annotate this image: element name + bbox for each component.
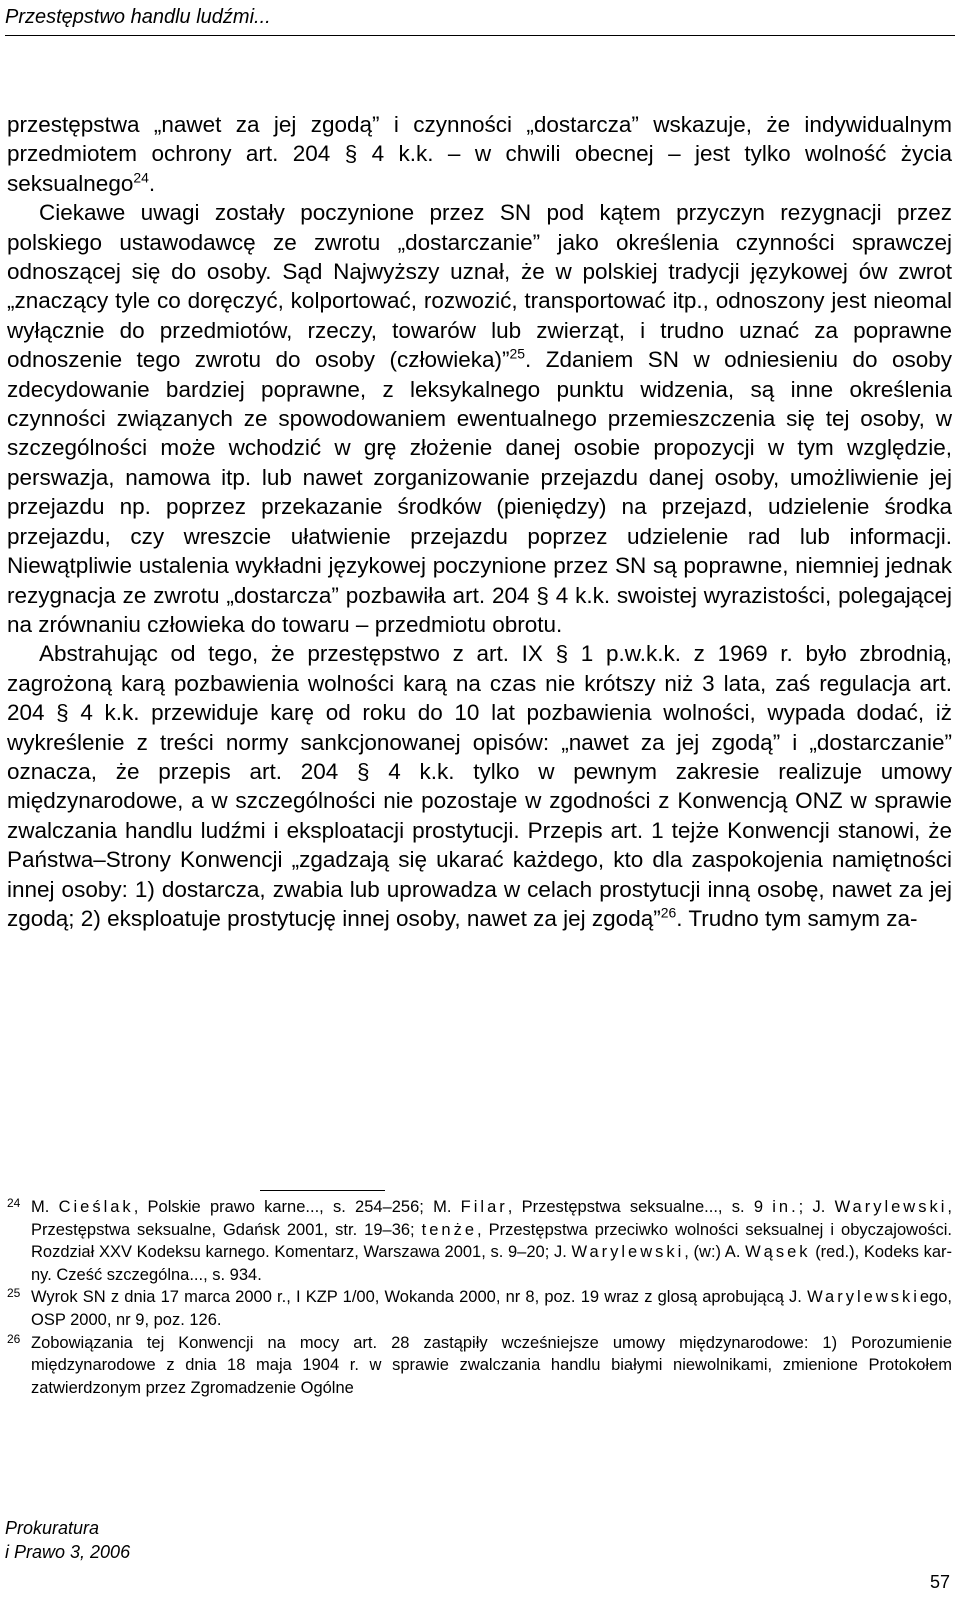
paragraph-3-text-end: . Trudno tym samym za- — [676, 905, 918, 931]
footnote-ref-25[interactable]: 25 — [509, 345, 526, 362]
paragraph-3 — [7, 639, 952, 933]
footnote-number: 26 — [7, 1331, 21, 1346]
footnote-number: 25 — [7, 1286, 21, 1301]
header-rule — [5, 35, 955, 36]
paragraph-1-text: przestępstwa „nawet za jej zgodą” i czynności „dostarcza” wskazuje, że indywidualnym przedmiotem ochrony art. 204 § 4 k.k. – w chwili obecnej – jest tylko wolność życia seksualnego — [7, 112, 952, 196]
footnote-ref-24[interactable]: 24 — [133, 169, 149, 186]
footnote-text: , Polskie prawo karne..., s. 254–256; M. — [133, 1198, 461, 1216]
footnote-text: (red.), Kodeks karny. Cześć szczególna..., s. 934. — [31, 1243, 952, 1284]
footnote-author: Warylewski — [571, 1243, 685, 1262]
footnote-author: Warylewski — [834, 1198, 948, 1216]
footnote-text: , Przestępstwa przeciwko wolności seksualnej i obyczajowości. Rozdział XXV Kodeksu karnego. Komentarz, Warszawa 2001, s. 9–20; J. — [31, 1220, 952, 1262]
footnote-text: Wyrok SN z dnia 17 marca 2000 r., I KZP 1/00, Wokanda 2000, nr 8, poz. 19 wraz z glosą aprobującą J. — [31, 1288, 808, 1307]
footnote-text: , Przestępstwa seksualne, Gdańsk 2001, str. 19–36; — [31, 1198, 952, 1239]
footnote-author: Filar — [460, 1198, 508, 1216]
footnote-text: ; J. — [798, 1198, 835, 1216]
footnote-text: ego, OSP 2000, nr 9, poz. 126. — [31, 1288, 952, 1329]
journal-name — [5, 1516, 130, 1564]
paragraph-1-text-end: . — [148, 170, 156, 196]
footnote-author: Warylewski — [807, 1288, 920, 1307]
footnote-text: , Przestępstwa seksualne..., s. 9 — [507, 1198, 773, 1216]
paragraph-2-text-end: . Zdaniem SN w odniesieniu do osoby zdecydowanie bardziej poprawne, z leksykalnego punktu widzenia, są inne określenia czynności związanych ze spowodowaniem ewentualnego przemieszczenia się tej osoby, w szczególności może wchodzić w grę złożenie danej osobie propozycji w tym względzie, perswazja, namowa itp. lub nawet zorganizowanie przejazdu danej osoby, umożliwienie jej przejazdu np. poprzez przekazanie środków (pieniędzy) na przejazd, udzielenie środka przejazdu, czy wreszcie ułatwienie przejazdu poprzez udzielenie rad lub informacji. Niewątpliwie ustalenia wykładni językowej poczynione przez SN są poprawne, niemniej jednak rezygnacja ze zwrotu „dostarcza” pozbawiła art. 204 § 4 k.k. swoistej wyrazistości, polegającej na zrównaniu człowieka do towaru – przedmiotu obrotu. — [7, 347, 952, 637]
footnote-text: M. — [31, 1198, 59, 1216]
main-text — [7, 110, 952, 933]
journal-title: Prokuratura — [5, 1518, 100, 1538]
paragraph-2-text: Ciekawe uwagi zostały poczynione przez SN pod kątem przyczyn rezygnacji przez polskiego ustawodawcę ze zwrotu „dostarczanie” jako określenia czynności sprawczej odnoszącej się do osoby. Sąd Najwyższy uznał, że w polskiej tradycji językowej ów zwrot „znaczący tyle co doręczyć, kolportować, rozwozić, transportować itp., odnoszony jest nieomal wyłącznie do przedmiotów, rzeczy, towarów lub zwierząt, i trudno uznać za poprawne odnoszenie tego zwrotu do osoby (człowieka)” — [7, 200, 952, 373]
footnote-author: Wąsek — [745, 1243, 811, 1262]
footnotes — [7, 1196, 952, 1399]
paragraph-1 — [7, 110, 952, 198]
page-number: 57 — [929, 1572, 950, 1592]
footnote-text: Zobowiązania tej Konwencji na mocy art. 28 zastąpiły wcześniejsze umowy międzynarodowe: 1) Porozumienie międzynarodowe z dnia 18 maja 1904 r. w sprawie zwalczania handlu białymi niewolnikami, zmienione Protokołem zatwierdzonym przez Zgromadzenie Ogólne — [31, 1333, 952, 1397]
footnote-25 — [7, 1286, 952, 1331]
footnote-24 — [7, 1196, 952, 1286]
journal-issue: i Prawo 3, 2006 — [5, 1542, 131, 1562]
footnote-ref-26[interactable]: 26 — [660, 904, 677, 921]
running-title: Przestępstwo handlu ludźmi... — [5, 6, 271, 28]
footnote-number: 24 — [7, 1196, 21, 1210]
footnote-rule — [260, 1190, 385, 1191]
paragraph-3-text: Abstrahując od tego, że przestępstwo z art. IX § 1 p.w.k.k. z 1969 r. było zbrodnią, zagrożoną karą pozbawienia wolności karą na czas nie krótszy niż 3 lata, zaś regulacja art. 204 § 4 k.k. przewiduje karę od roku do 10 lat pozbawienia wolności, wypada dodać, iż wykreślenie z treści normy sankcjonowanej opisów: „nawet za jej zgodą” i „dostarczanie” oznacza, że przepis art. 204 § 4 k.k. tylko w pewnym zakresie realizuje umowy międzynarodowe, a w szczególności nie pozostaje w zgodności z Konwencją ONZ w sprawie zwalczania handlu ludźmi i eksploatacji prostytucji. Przepis art. 1 tejże Konwencji stanowi, że Państwa–Strony Konwencji „zgadzają się ukarać każdego, kto dla zaspokojenia namiętności innej osoby: 1) dostarcza, zwabia lub uprowadza w celach prostytucji inną osobę, nawet za jej zgodą; 2) eksploatuje prostytucję innej osoby, nawet za jej zgodą” — [7, 641, 952, 931]
footnote-author: in. — [772, 1198, 799, 1216]
footnote-26 — [7, 1332, 952, 1400]
paragraph-2 — [7, 198, 952, 639]
footnote-author: Cieślak — [58, 1198, 134, 1216]
footnote-text: , (w:) A. — [684, 1243, 746, 1262]
footnote-author: tenże — [421, 1220, 478, 1239]
